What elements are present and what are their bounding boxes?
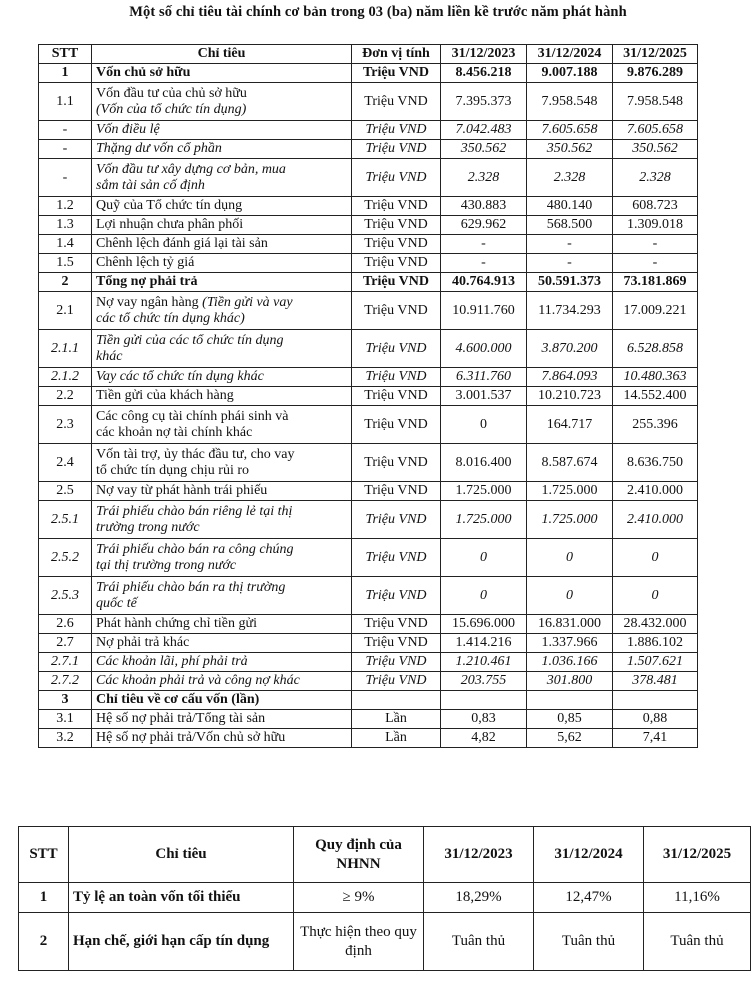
header-2025: 31/12/2025 (644, 827, 751, 883)
row-stt: 1 (19, 883, 69, 913)
value-2023: 0,83 (441, 710, 527, 729)
value-2023: 0 (441, 539, 527, 577)
row-name-line: Tiền gửi của các tổ chức tín dụng (96, 332, 284, 348)
value-2025: 2.328 (613, 159, 698, 197)
value-2024: 568.500 (527, 216, 613, 235)
value-2023 (441, 691, 527, 710)
value-2023: 0 (441, 406, 527, 444)
table-row (39, 482, 698, 501)
table-row (39, 634, 698, 653)
value-2024: 3.870.200 (527, 330, 613, 368)
value-2025: 8.636.750 (613, 444, 698, 482)
value-2025: 11,16% (644, 883, 751, 913)
row-name (92, 634, 352, 653)
value-2024: 7.958.548 (527, 83, 613, 121)
header-2023: 31/12/2023 (441, 45, 527, 64)
row-name: Hạn chế, giới hạn cấp tín dụng (69, 913, 294, 971)
row-unit: Triệu VND (352, 273, 441, 292)
row-name-line: Phát hành chứng chỉ tiền gửi (96, 616, 257, 631)
value-2024: - (527, 254, 613, 273)
row-name-line: Các khoản lãi, phí phải trả (96, 654, 248, 669)
header-unit: Đơn vị tính (352, 45, 441, 64)
value-2023: 4,82 (441, 729, 527, 748)
row-name (92, 691, 352, 710)
value-2023: 350.562 (441, 140, 527, 159)
row-name (92, 710, 352, 729)
table-row (39, 254, 698, 273)
row-name (92, 64, 352, 83)
value-2024: 9.007.188 (527, 64, 613, 83)
value-2025: 255.396 (613, 406, 698, 444)
value-2025 (613, 691, 698, 710)
value-2024: 7.864.093 (527, 368, 613, 387)
row-stt: 2 (19, 913, 69, 971)
value-2025: 73.181.869 (613, 273, 698, 292)
table-row (39, 64, 698, 83)
row-stt: 2.5.2 (39, 539, 92, 577)
row-name-line: Vốn tài trợ, ủy thác đầu tư, cho vay (96, 446, 295, 462)
value-2023: 1.725.000 (441, 501, 527, 539)
row-name-line: Chỉ tiêu về cơ cấu vốn (lần) (96, 692, 260, 707)
row-name-line: Các khoản phải trả và công nợ khác (96, 673, 300, 688)
table-row (39, 273, 698, 292)
row-stt: 1.2 (39, 197, 92, 216)
header-stt: STT (19, 827, 69, 883)
table-row (39, 83, 698, 121)
value-2025: 9.876.289 (613, 64, 698, 83)
table-row (39, 577, 698, 615)
value-2024: 350.562 (527, 140, 613, 159)
value-2024: 2.328 (527, 159, 613, 197)
table-row (39, 121, 698, 140)
value-2025: 6.528.858 (613, 330, 698, 368)
value-2025: 1.886.102 (613, 634, 698, 653)
value-2024: 0,85 (527, 710, 613, 729)
row-unit (352, 691, 441, 710)
row-name (92, 729, 352, 748)
row-stt: 2.6 (39, 615, 92, 634)
value-2023: 4.600.000 (441, 330, 527, 368)
row-name (92, 501, 352, 539)
row-unit: Triệu VND (352, 501, 441, 539)
row-stt: - (39, 159, 92, 197)
row-unit: Lần (352, 729, 441, 748)
row-name-line: Nợ vay từ phát hành trái phiếu (96, 483, 268, 498)
row-name-italic: (Tiền gửi và vay (202, 294, 293, 310)
row-name-line: Tiền gửi của khách hàng (96, 388, 234, 403)
row-name-line: Hệ số nợ phải trả/Vốn chủ sở hữu (96, 730, 286, 745)
value-2023: 40.764.913 (441, 273, 527, 292)
table-row (39, 539, 698, 577)
row-stt: 3 (39, 691, 92, 710)
row-name-line: Các công cụ tài chính phái sinh và (96, 408, 289, 424)
row-name-line-2: các khoản nợ tài chính khác (96, 424, 253, 440)
row-stt: 1 (39, 64, 92, 83)
value-2023: 1.210.461 (441, 653, 527, 672)
row-name (92, 482, 352, 501)
table-row (39, 406, 698, 444)
header-2025: 31/12/2025 (613, 45, 698, 64)
financial-indicators-body (39, 64, 698, 748)
row-name (92, 577, 352, 615)
value-2023: - (441, 235, 527, 254)
row-unit: Triệu VND (352, 387, 441, 406)
value-2023: 0 (441, 577, 527, 615)
value-2024: Tuân thủ (534, 913, 644, 971)
row-name-line: Chênh lệch đánh giá lại tài sản (96, 236, 268, 251)
row-name: Tỷ lệ an toàn vốn tối thiểu (69, 883, 294, 913)
row-name-line: Vốn chủ sở hữu (96, 65, 191, 80)
row-name-line-2: tổ chức tín dụng chịu rủi ro (96, 462, 250, 478)
row-stt: 1.5 (39, 254, 92, 273)
row-name (92, 444, 352, 482)
row-unit: Triệu VND (352, 216, 441, 235)
row-stt: - (39, 121, 92, 140)
row-unit: Triệu VND (352, 482, 441, 501)
row-unit: Triệu VND (352, 121, 441, 140)
header-2024: 31/12/2024 (527, 45, 613, 64)
row-stt: 2.2 (39, 387, 92, 406)
row-name-line-2: (Vốn của tổ chức tín dụng) (96, 101, 247, 117)
table-row (39, 140, 698, 159)
value-2023: - (441, 254, 527, 273)
value-2025: 7.958.548 (613, 83, 698, 121)
row-unit: Triệu VND (352, 159, 441, 197)
row-nhnn-rule: ≥ 9% (294, 883, 424, 913)
value-2025: 608.723 (613, 197, 698, 216)
row-name-line-2: khác (96, 348, 123, 364)
value-2025: 0 (613, 539, 698, 577)
table-row (19, 883, 751, 913)
header-2024: 31/12/2024 (534, 827, 644, 883)
row-unit: Triệu VND (352, 197, 441, 216)
header-chi-tieu: Chỉ tiêu (92, 45, 352, 64)
row-stt: 1.1 (39, 83, 92, 121)
value-2025: 350.562 (613, 140, 698, 159)
value-2024: 1.725.000 (527, 482, 613, 501)
row-name-line: Trái phiếu chào bán ra công chúng (96, 541, 294, 557)
value-2024: 5,62 (527, 729, 613, 748)
value-2025: 2.410.000 (613, 501, 698, 539)
page-title: Một số chỉ tiêu tài chính cơ bản trong 03 (ba) năm liền kề trước năm phát hành (129, 4, 627, 20)
row-unit: Triệu VND (352, 235, 441, 254)
header-nhnn-rule: Quy định của NHNN (294, 827, 424, 883)
table-row (39, 235, 698, 254)
row-unit: Triệu VND (352, 653, 441, 672)
row-stt: 3.1 (39, 710, 92, 729)
table-row (39, 330, 698, 368)
row-name-line: Trái phiếu chào bán riêng lẻ tại thị (96, 503, 293, 519)
table-row (39, 501, 698, 539)
row-stt: 2.7.1 (39, 653, 92, 672)
value-2024: 480.140 (527, 197, 613, 216)
row-unit: Triệu VND (352, 292, 441, 330)
row-stt: 2 (39, 273, 92, 292)
table-row (39, 672, 698, 691)
value-2023: 6.311.760 (441, 368, 527, 387)
row-name (92, 159, 352, 197)
row-name-line-2: sắm tài sản cố định (96, 177, 205, 193)
row-unit: Triệu VND (352, 539, 441, 577)
header-2023: 31/12/2023 (424, 827, 534, 883)
table-row (39, 216, 698, 235)
row-name (92, 406, 352, 444)
value-2025: 378.481 (613, 672, 698, 691)
table-header-row (39, 45, 698, 64)
value-2025: 7,41 (613, 729, 698, 748)
row-unit: Triệu VND (352, 634, 441, 653)
row-stt: 2.5.1 (39, 501, 92, 539)
table-row (39, 653, 698, 672)
row-name (92, 140, 352, 159)
row-stt: - (39, 140, 92, 159)
row-name (92, 330, 352, 368)
header-chi-tieu: Chỉ tiêu (69, 827, 294, 883)
value-2024 (527, 691, 613, 710)
row-name-line: Vốn đầu tư của chủ sở hữu (96, 85, 247, 101)
row-name-line: Chênh lệch tỷ giá (96, 255, 195, 270)
row-stt: 3.2 (39, 729, 92, 748)
row-name (92, 235, 352, 254)
row-name (92, 672, 352, 691)
value-2025: 0 (613, 577, 698, 615)
value-2025: 1.309.018 (613, 216, 698, 235)
row-unit: Lần (352, 710, 441, 729)
value-2023: 8.456.218 (441, 64, 527, 83)
financial-indicators-table (38, 44, 698, 748)
row-name-line: Vay các tổ chức tín dụng khác (96, 369, 264, 384)
value-2023: 8.016.400 (441, 444, 527, 482)
value-2025: 2.410.000 (613, 482, 698, 501)
value-2024: 301.800 (527, 672, 613, 691)
table-row (39, 387, 698, 406)
row-stt: 1.4 (39, 235, 92, 254)
row-name-line-2: tại thị trường trong nước (96, 557, 237, 573)
row-stt: 2.1 (39, 292, 92, 330)
row-stt: 1.3 (39, 216, 92, 235)
table-row (39, 197, 698, 216)
value-2025: 7.605.658 (613, 121, 698, 140)
table-row (39, 710, 698, 729)
value-2025: 17.009.221 (613, 292, 698, 330)
row-name (92, 83, 352, 121)
row-nhnn-rule: Thực hiện theo quy định (294, 913, 424, 971)
table-row (39, 729, 698, 748)
row-name-line-2: trường trong nước (96, 519, 200, 535)
row-unit: Triệu VND (352, 330, 441, 368)
row-name (92, 292, 352, 330)
row-name (92, 539, 352, 577)
value-2023: 203.755 (441, 672, 527, 691)
row-name (92, 615, 352, 634)
table-row (39, 691, 698, 710)
row-name-line: Thặng dư vốn cổ phần (96, 141, 222, 156)
safety-ratio-body (19, 883, 751, 971)
table-row (39, 292, 698, 330)
table-row (39, 615, 698, 634)
value-2024: - (527, 235, 613, 254)
value-2023: 430.883 (441, 197, 527, 216)
row-unit: Triệu VND (352, 83, 441, 121)
value-2025: - (613, 254, 698, 273)
value-2024: 0 (527, 539, 613, 577)
row-unit: Triệu VND (352, 64, 441, 83)
header-stt: STT (39, 45, 92, 64)
value-2025: Tuân thủ (644, 913, 751, 971)
row-name (92, 121, 352, 140)
row-name-plain: Nợ vay ngân hàng (96, 294, 203, 310)
value-2024: 7.605.658 (527, 121, 613, 140)
row-stt: 2.1.2 (39, 368, 92, 387)
value-2023: 1.414.216 (441, 634, 527, 653)
row-name-line: Vốn điều lệ (96, 122, 160, 137)
value-2024: 0 (527, 577, 613, 615)
row-stt: 2.5 (39, 482, 92, 501)
table-row (19, 913, 751, 971)
table-header-row (19, 827, 751, 883)
row-unit: Triệu VND (352, 406, 441, 444)
value-2025: - (613, 235, 698, 254)
row-unit: Triệu VND (352, 615, 441, 634)
value-2023: 18,29% (424, 883, 534, 913)
row-stt: 2.4 (39, 444, 92, 482)
value-2024: 1.337.966 (527, 634, 613, 653)
value-2024: 50.591.373 (527, 273, 613, 292)
value-2025: 14.552.400 (613, 387, 698, 406)
value-2025: 28.432.000 (613, 615, 698, 634)
row-stt: 2.3 (39, 406, 92, 444)
row-name-line: Trái phiếu chào bán ra thị trường (96, 579, 286, 595)
table-row (39, 444, 698, 482)
value-2025: 1.507.621 (613, 653, 698, 672)
row-name-line-2: quốc tế (96, 595, 137, 611)
row-name (92, 368, 352, 387)
row-stt: 2.5.3 (39, 577, 92, 615)
value-2024: 16.831.000 (527, 615, 613, 634)
row-name-line-2: các tổ chức tín dụng khác) (96, 310, 245, 326)
value-2023: 10.911.760 (441, 292, 527, 330)
table-row (39, 368, 698, 387)
value-2023: 1.725.000 (441, 482, 527, 501)
value-2024: 164.717 (527, 406, 613, 444)
value-2023: 3.001.537 (441, 387, 527, 406)
row-name-line: Lợi nhuận chưa phân phối (96, 217, 244, 232)
value-2024: 10.210.723 (527, 387, 613, 406)
value-2023: 2.328 (441, 159, 527, 197)
row-name (92, 387, 352, 406)
row-name-line: Hệ số nợ phải trả/Tổng tài sản (96, 711, 266, 726)
row-name (92, 653, 352, 672)
row-name (92, 216, 352, 235)
row-name (92, 254, 352, 273)
value-2025: 0,88 (613, 710, 698, 729)
value-2024: 12,47% (534, 883, 644, 913)
row-name-line (96, 295, 347, 311)
value-2023: 7.042.483 (441, 121, 527, 140)
row-stt: 2.7 (39, 634, 92, 653)
safety-ratio-table (18, 826, 751, 971)
value-2024: 1.725.000 (527, 501, 613, 539)
row-name-line: Nợ phải trả khác (96, 635, 190, 650)
row-name (92, 273, 352, 292)
value-2024: 11.734.293 (527, 292, 613, 330)
row-unit: Triệu VND (352, 577, 441, 615)
value-2023: Tuân thủ (424, 913, 534, 971)
row-name-line: Vốn đầu tư xây dựng cơ bản, mua (96, 161, 286, 177)
value-2023: 15.696.000 (441, 615, 527, 634)
row-unit: Triệu VND (352, 140, 441, 159)
row-unit: Triệu VND (352, 254, 441, 273)
row-stt: 2.1.1 (39, 330, 92, 368)
table-row (39, 159, 698, 197)
value-2023: 7.395.373 (441, 83, 527, 121)
row-name (92, 197, 352, 216)
value-2024: 1.036.166 (527, 653, 613, 672)
row-name-line: Quỹ của Tổ chức tín dụng (96, 198, 243, 213)
value-2025: 10.480.363 (613, 368, 698, 387)
row-stt: 2.7.2 (39, 672, 92, 691)
row-name-line: Tổng nợ phải trả (96, 274, 198, 289)
row-unit: Triệu VND (352, 368, 441, 387)
row-unit: Triệu VND (352, 444, 441, 482)
row-unit: Triệu VND (352, 672, 441, 691)
value-2024: 8.587.674 (527, 444, 613, 482)
value-2023: 629.962 (441, 216, 527, 235)
